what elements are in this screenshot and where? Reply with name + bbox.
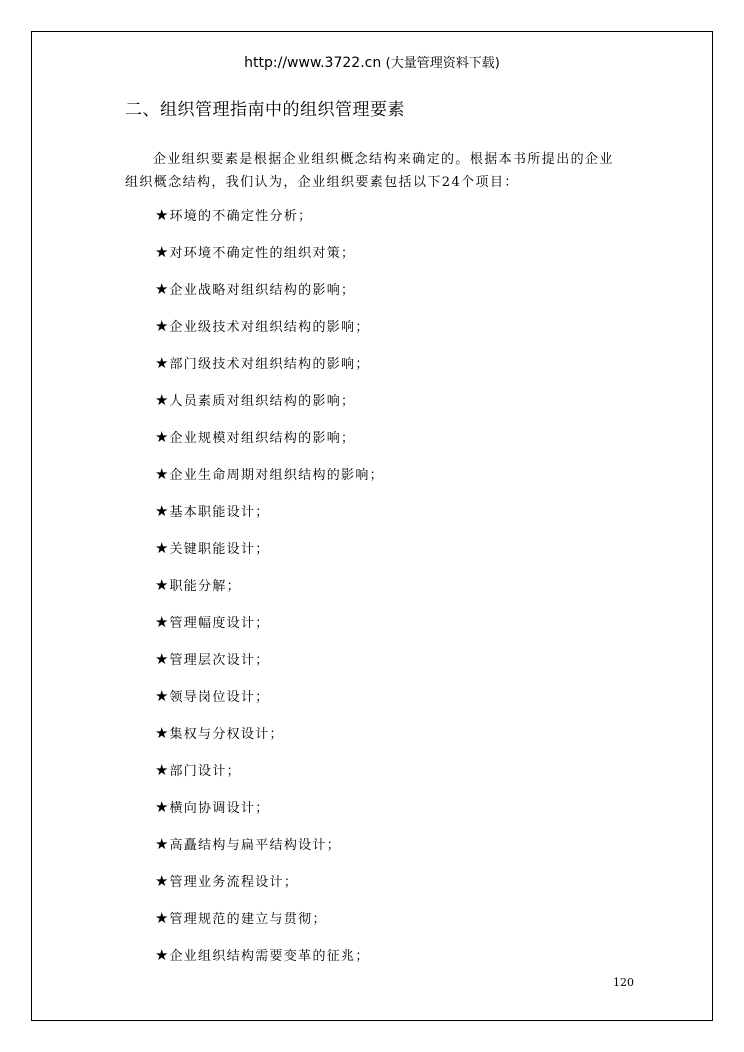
list-item xyxy=(155,796,384,833)
intro-line-1: 企业组织要素是根据企业组织概念结构来确定的。根据本书所提出的企业 xyxy=(153,152,614,167)
element-list xyxy=(155,204,384,981)
list-item-text: 管理业务流程设计； xyxy=(169,875,299,890)
star-icon: ★ xyxy=(155,909,169,927)
list-item-text: 企业级技术对组织结构的影响； xyxy=(169,320,370,335)
list-item-text: 高矗结构与扁平结构设计； xyxy=(169,838,342,853)
star-icon: ★ xyxy=(155,206,169,224)
list-item-text: 领导岗位设计； xyxy=(169,690,270,705)
list-item xyxy=(155,278,384,315)
star-icon: ★ xyxy=(155,391,169,409)
star-icon: ★ xyxy=(155,761,169,779)
star-icon: ★ xyxy=(155,798,169,816)
list-item xyxy=(155,870,384,907)
list-item-text: 基本职能设计； xyxy=(169,505,270,520)
list-item-text: 部门设计； xyxy=(169,764,241,779)
list-item xyxy=(155,944,384,981)
star-icon: ★ xyxy=(155,946,169,964)
star-icon: ★ xyxy=(155,317,169,335)
list-item xyxy=(155,315,384,352)
list-item xyxy=(155,204,384,241)
list-item xyxy=(155,463,384,500)
list-item-text: 集权与分权设计； xyxy=(169,727,284,742)
star-icon: ★ xyxy=(155,428,169,446)
list-item xyxy=(155,611,384,648)
list-item-text: 对环境不确定性的组织对策； xyxy=(169,246,356,261)
star-icon: ★ xyxy=(155,835,169,853)
list-item-text: 管理幅度设计； xyxy=(169,616,270,631)
list-item-text: 横向协调设计； xyxy=(169,801,270,816)
star-icon: ★ xyxy=(155,354,169,372)
list-item xyxy=(155,907,384,944)
list-item-text: 企业规模对组织结构的影响； xyxy=(169,431,356,446)
list-item xyxy=(155,389,384,426)
star-icon: ★ xyxy=(155,280,169,298)
star-icon: ★ xyxy=(155,687,169,705)
list-item-text: 企业生命周期对组织结构的影响； xyxy=(169,468,384,483)
header-url-link[interactable]: http://www.3722.cn xyxy=(244,55,382,71)
intro-line-2: 组织概念结构，我们认为，企业组织要素包括以下24个项目： xyxy=(125,175,519,190)
star-icon: ★ xyxy=(155,613,169,631)
list-item xyxy=(155,537,384,574)
page-header xyxy=(0,54,744,73)
list-item-text: 管理层次设计； xyxy=(169,653,270,668)
star-icon: ★ xyxy=(155,243,169,261)
star-icon: ★ xyxy=(155,502,169,520)
list-item xyxy=(155,352,384,389)
star-icon: ★ xyxy=(155,724,169,742)
page-number: 120 xyxy=(613,976,634,989)
star-icon: ★ xyxy=(155,872,169,890)
list-item xyxy=(155,722,384,759)
list-item-text: 企业战略对组织结构的影响； xyxy=(169,283,356,298)
list-item-text: 人员素质对组织结构的影响； xyxy=(169,394,356,409)
list-item-text: 职能分解； xyxy=(169,579,241,594)
list-item-text: 企业组织结构需要变革的征兆； xyxy=(169,949,370,964)
list-item xyxy=(155,500,384,537)
star-icon: ★ xyxy=(155,576,169,594)
header-note: (大量管理资料下载) xyxy=(385,56,500,71)
list-item xyxy=(155,648,384,685)
list-item xyxy=(155,426,384,463)
list-item xyxy=(155,685,384,722)
list-item xyxy=(155,574,384,611)
star-icon: ★ xyxy=(155,539,169,557)
list-item-text: 部门级技术对组织结构的影响； xyxy=(169,357,370,372)
list-item xyxy=(155,833,384,870)
list-item xyxy=(155,241,384,278)
intro-paragraph xyxy=(125,148,635,194)
section-title: 二、组织管理指南中的组织管理要素 xyxy=(125,100,405,120)
star-icon: ★ xyxy=(155,650,169,668)
list-item-text: 管理规范的建立与贯彻； xyxy=(169,912,327,927)
star-icon: ★ xyxy=(155,465,169,483)
list-item-text: 环境的不确定性分析； xyxy=(169,209,313,224)
list-item-text: 关键职能设计； xyxy=(169,542,270,557)
list-item xyxy=(155,759,384,796)
